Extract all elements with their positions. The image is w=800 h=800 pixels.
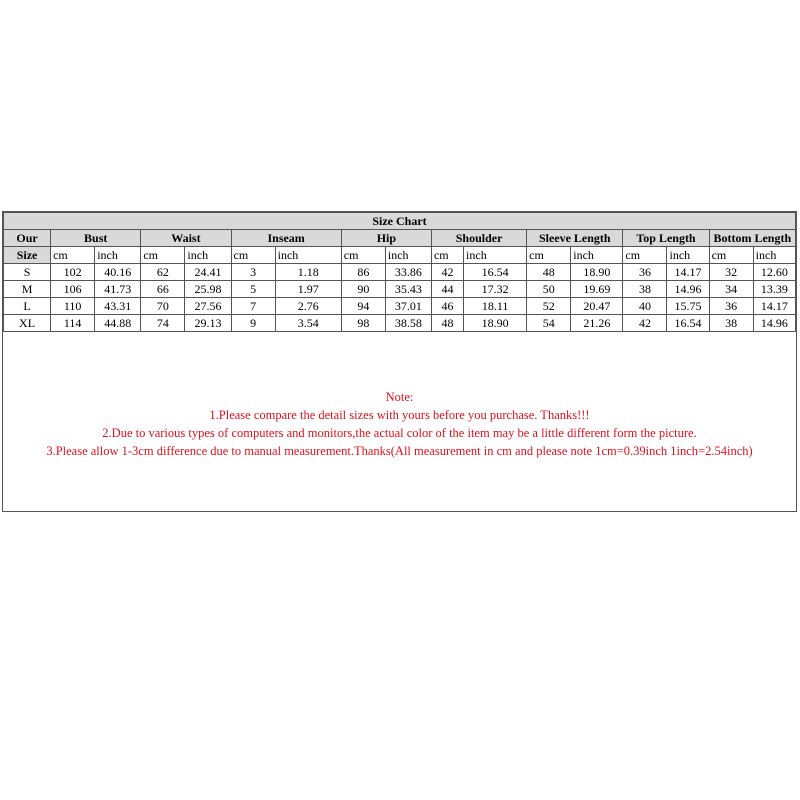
title-row xyxy=(4,213,796,230)
unit-cm: cm xyxy=(341,247,385,264)
value-cm: 48 xyxy=(527,264,571,281)
value-cm: 94 xyxy=(341,298,385,315)
value-cm: 9 xyxy=(231,315,275,332)
unit-inch: inch xyxy=(385,247,431,264)
chart-title: Size Chart xyxy=(4,213,796,230)
value-inch: 44.88 xyxy=(95,315,141,332)
measure-header-inseam: Inseam xyxy=(231,230,341,247)
unit-inch: inch xyxy=(185,247,231,264)
value-inch: 15.75 xyxy=(667,298,709,315)
value-inch: 14.17 xyxy=(753,298,795,315)
unit-cm: cm xyxy=(527,247,571,264)
value-inch: 1.18 xyxy=(275,264,341,281)
value-cm: 38 xyxy=(709,315,753,332)
measure-header-bust: Bust xyxy=(51,230,141,247)
unit-cm: cm xyxy=(51,247,95,264)
value-cm: 70 xyxy=(141,298,185,315)
value-inch: 25.98 xyxy=(185,281,231,298)
value-inch: 41.73 xyxy=(95,281,141,298)
value-cm: 98 xyxy=(341,315,385,332)
measure-header-top-length: Top Length xyxy=(623,230,709,247)
value-cm: 62 xyxy=(141,264,185,281)
value-inch: 1.97 xyxy=(275,281,341,298)
measure-header-hip: Hip xyxy=(341,230,431,247)
value-cm: 46 xyxy=(431,298,463,315)
value-inch: 18.11 xyxy=(464,298,527,315)
value-inch: 12.60 xyxy=(753,264,795,281)
value-cm: 42 xyxy=(431,264,463,281)
value-inch: 35.43 xyxy=(385,281,431,298)
value-inch: 29.13 xyxy=(185,315,231,332)
note-line-1: 1.Please compare the detail sizes with yours before you purchase. Thanks!!! xyxy=(209,408,590,422)
value-inch: 18.90 xyxy=(571,264,623,281)
unit-cm: cm xyxy=(231,247,275,264)
value-inch: 20.47 xyxy=(571,298,623,315)
value-inch: 40.16 xyxy=(95,264,141,281)
value-cm: 102 xyxy=(51,264,95,281)
value-inch: 2.76 xyxy=(275,298,341,315)
value-cm: 40 xyxy=(623,298,667,315)
value-inch: 21.26 xyxy=(571,315,623,332)
value-cm: 7 xyxy=(231,298,275,315)
table-row xyxy=(4,281,796,298)
unit-cm: cm xyxy=(623,247,667,264)
unit-inch: inch xyxy=(275,247,341,264)
measure-header-shoulder: Shoulder xyxy=(431,230,526,247)
value-cm: 38 xyxy=(623,281,667,298)
size-label: XL xyxy=(4,315,51,332)
value-inch: 37.01 xyxy=(385,298,431,315)
notes-heading: Note: xyxy=(385,390,414,404)
value-inch: 19.69 xyxy=(571,281,623,298)
value-inch: 14.96 xyxy=(667,281,709,298)
value-cm: 114 xyxy=(51,315,95,332)
size-chart-table xyxy=(3,212,796,332)
notes-block xyxy=(3,388,796,460)
measure-header-waist: Waist xyxy=(141,230,231,247)
unit-inch: inch xyxy=(464,247,527,264)
value-inch: 43.31 xyxy=(95,298,141,315)
measure-header-sleeve-length: Sleeve Length xyxy=(527,230,623,247)
unit-inch: inch xyxy=(571,247,623,264)
unit-inch: inch xyxy=(667,247,709,264)
value-cm: 44 xyxy=(431,281,463,298)
value-cm: 36 xyxy=(709,298,753,315)
unit-cm: cm xyxy=(141,247,185,264)
value-cm: 42 xyxy=(623,315,667,332)
unit-inch: inch xyxy=(95,247,141,264)
measure-header-bottom-length: Bottom Length xyxy=(709,230,795,247)
value-cm: 106 xyxy=(51,281,95,298)
value-cm: 5 xyxy=(231,281,275,298)
table-row xyxy=(4,298,796,315)
value-cm: 66 xyxy=(141,281,185,298)
value-cm: 50 xyxy=(527,281,571,298)
value-inch: 38.58 xyxy=(385,315,431,332)
size-header-our: Our xyxy=(4,230,51,247)
unit-cm: cm xyxy=(709,247,753,264)
value-cm: 32 xyxy=(709,264,753,281)
unit-cm: cm xyxy=(431,247,463,264)
value-inch: 14.17 xyxy=(667,264,709,281)
value-cm: 52 xyxy=(527,298,571,315)
value-inch: 13.39 xyxy=(753,281,795,298)
value-inch: 16.54 xyxy=(464,264,527,281)
unit-header-row xyxy=(4,247,796,264)
note-line-3: 3.Please allow 1-3cm difference due to manual measurement.Thanks(All measurement in cm and please note 1cm=0.39inch 1inch=2.54inch) xyxy=(46,444,753,458)
value-cm: 74 xyxy=(141,315,185,332)
size-label: M xyxy=(4,281,51,298)
value-cm: 48 xyxy=(431,315,463,332)
value-cm: 34 xyxy=(709,281,753,298)
value-inch: 3.54 xyxy=(275,315,341,332)
value-cm: 110 xyxy=(51,298,95,315)
size-chart-sheet xyxy=(2,211,797,512)
table-row xyxy=(4,264,796,281)
note-line-2: 2.Due to various types of computers and monitors,the actual color of the item may be a little different form the picture. xyxy=(102,426,697,440)
value-cm: 54 xyxy=(527,315,571,332)
value-cm: 90 xyxy=(341,281,385,298)
value-inch: 27.56 xyxy=(185,298,231,315)
value-inch: 18.90 xyxy=(464,315,527,332)
value-inch: 17.32 xyxy=(464,281,527,298)
value-cm: 36 xyxy=(623,264,667,281)
size-label: S xyxy=(4,264,51,281)
value-cm: 3 xyxy=(231,264,275,281)
size-header-size: Size xyxy=(4,247,51,264)
value-cm: 86 xyxy=(341,264,385,281)
value-inch: 24.41 xyxy=(185,264,231,281)
measure-header-row xyxy=(4,230,796,247)
unit-inch: inch xyxy=(753,247,795,264)
table-row xyxy=(4,315,796,332)
size-label: L xyxy=(4,298,51,315)
value-inch: 16.54 xyxy=(667,315,709,332)
value-inch: 33.86 xyxy=(385,264,431,281)
value-inch: 14.96 xyxy=(753,315,795,332)
